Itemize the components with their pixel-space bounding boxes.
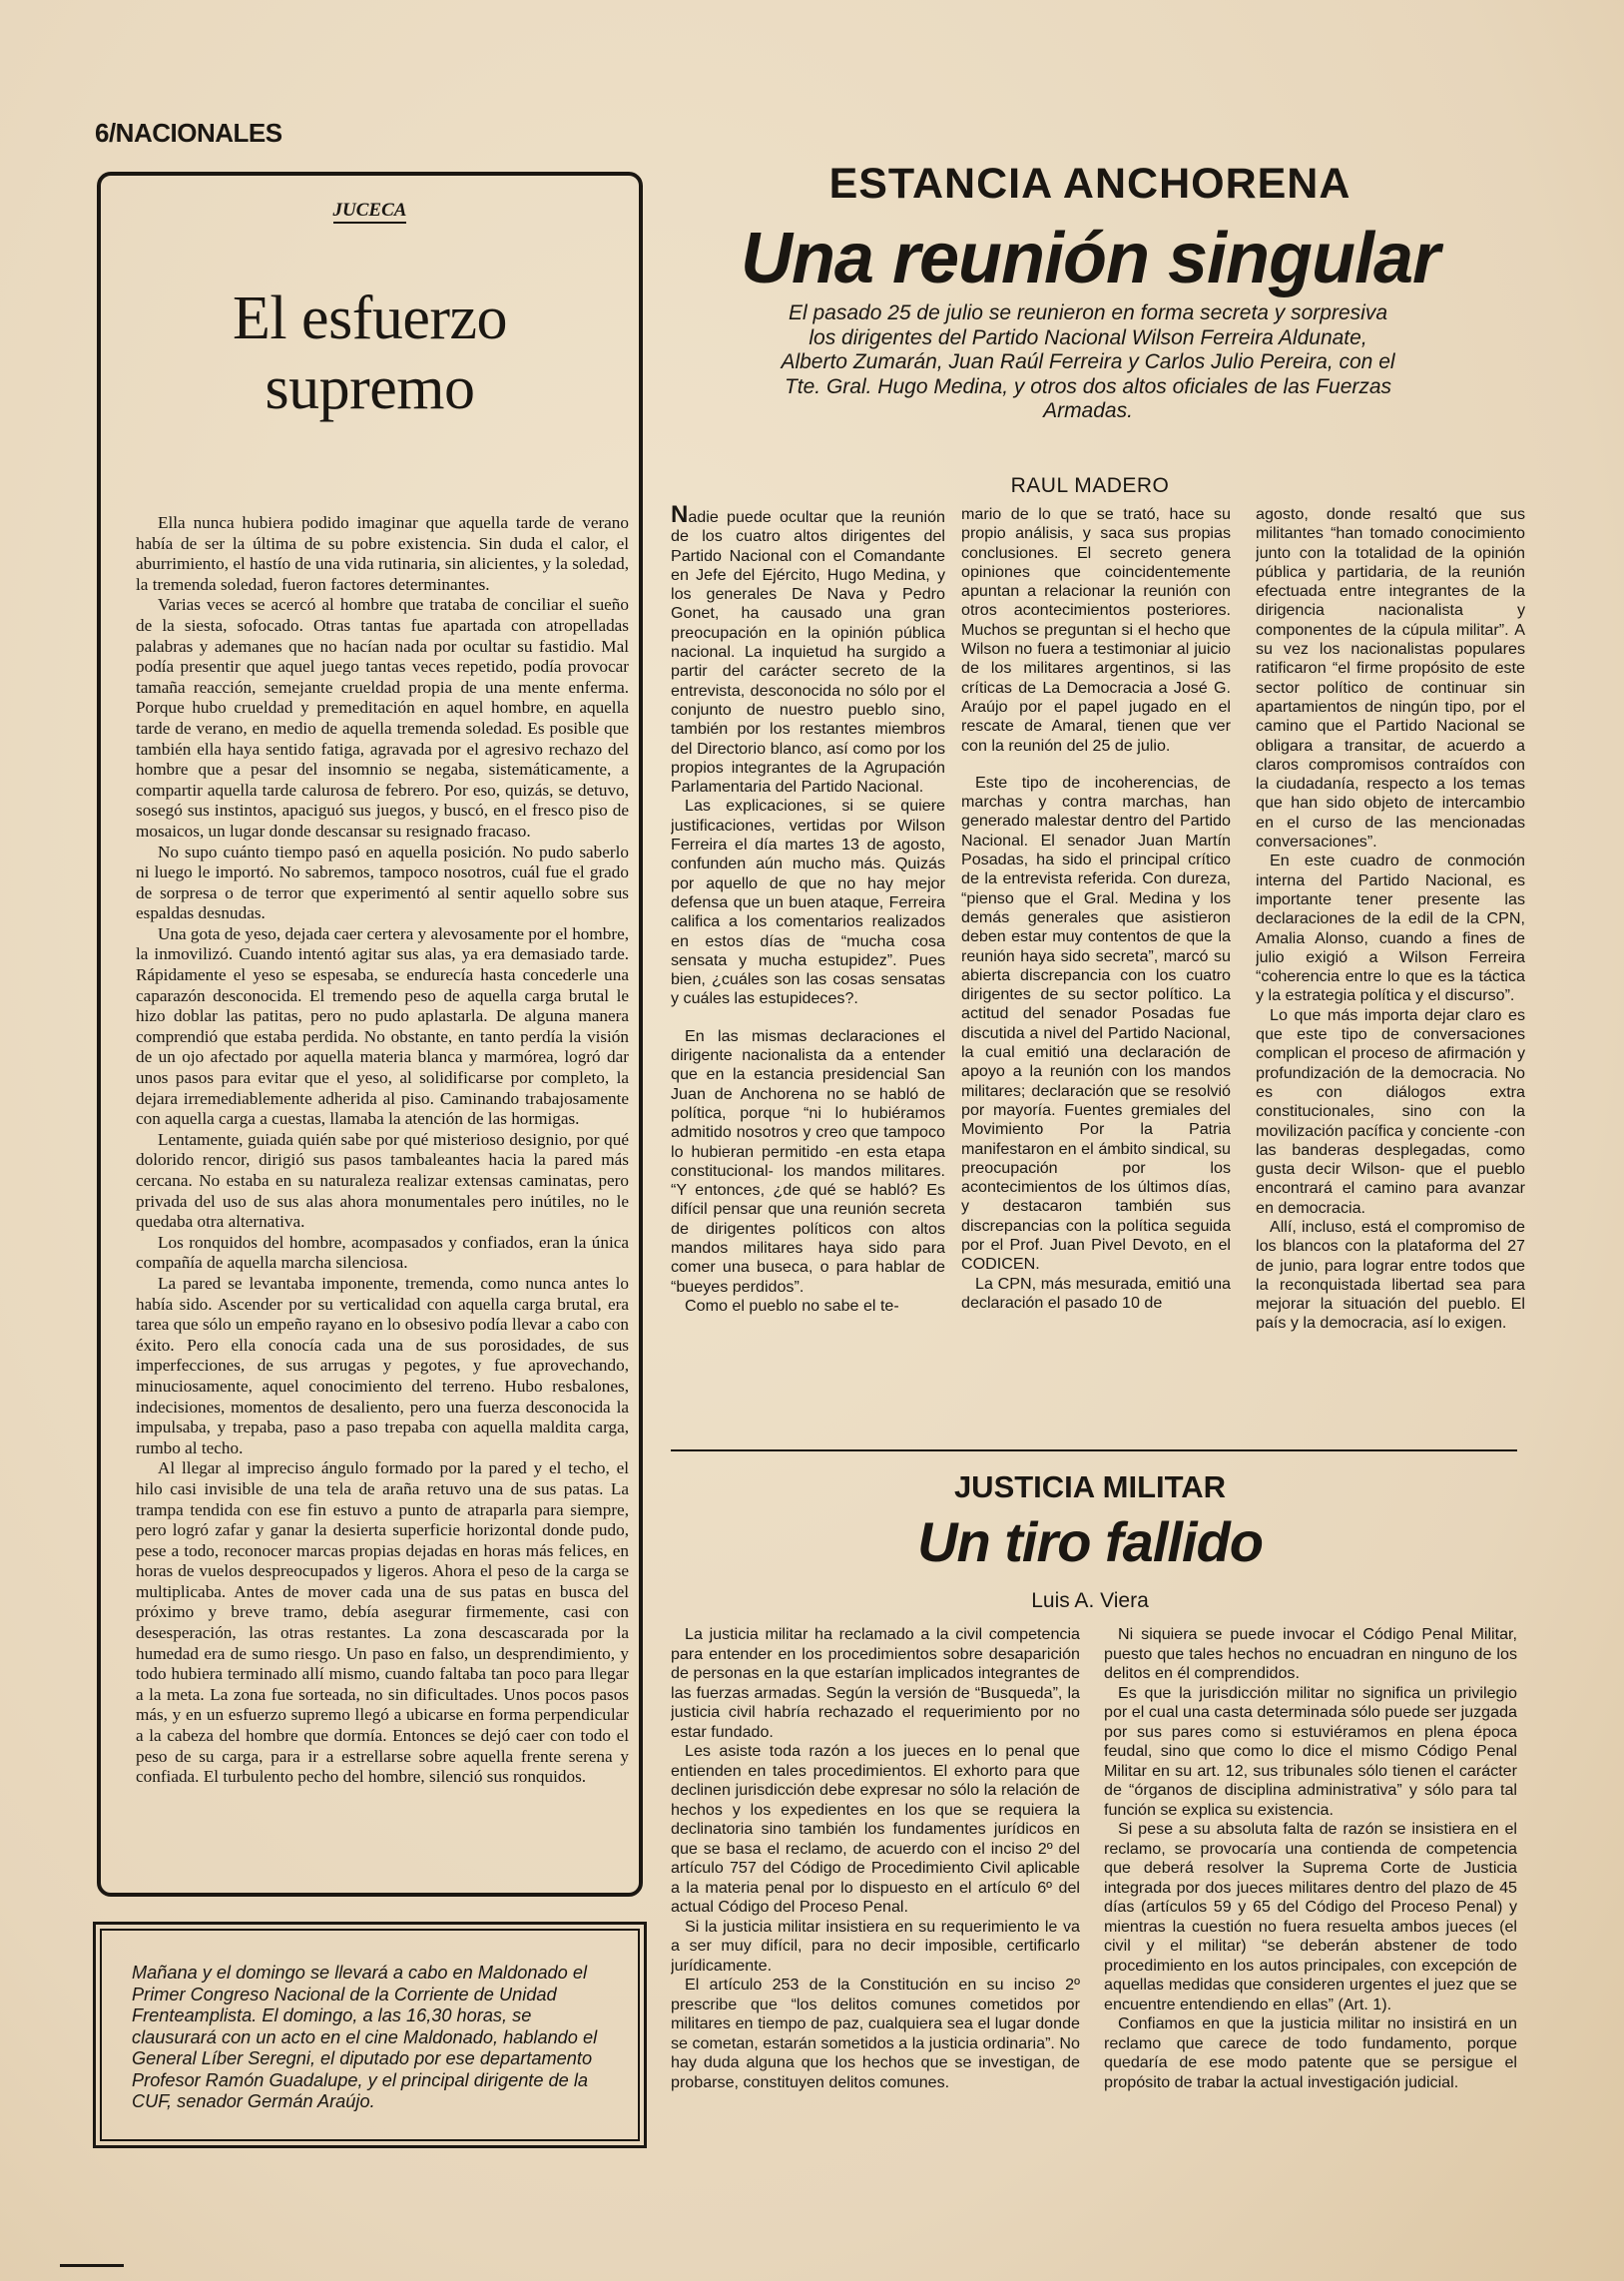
justicia-paragraph: Si pese a su absoluta falta de razón se insistiera en el reclamo, se provocaría una contienda de competencia que deberá resolver la Suprema Corte de Justicia integrada por dos jueces militares dentro del plazo de 45 días (artículos 59 y 65 del Código del Proceso Penal) y mientras la cuestión no fuera resuelta ambos jueces (el civil y el militar) “se deberán abstener de todo procedimiento en los autos principales, con excepción de aquellas medidas que consideren urgentes el juez que se encuentre entendiendo en ellas” (Art. 1). xyxy=(1104,1820,1517,2013)
section-label: 6/NACIONALES xyxy=(95,118,282,148)
juceca-paragraph: Los ronquidos del hombre, acompasados y confiados, eran la única compañía de aquella marcha silenciosa. xyxy=(136,1232,629,1273)
juceca-paragraph: La pared se levantaba imponente, tremenda, como nunca antes lo había sido. Ascender por su verticalidad con aquella carga brutal, era tarea que sólo un empeño rayano en lo obsesivo podía llevar a cabo con éxito. Pero ella conocía cada una de sus porosidades, de sus imperfecciones, de sus arrugas y pegotes, y fue aprovechando, minuciosamente, aquel conocimiento del terreno. Hubo resbalones, indecisiones, momentos de desaliento, pero una fuerza desconocida la impulsaba, y trepaba, paso a paso trepaba con aquella maldita carga, rumbo al techo. xyxy=(136,1273,629,1457)
justicia-column-1 xyxy=(671,1625,1080,2154)
justicia-headline: Un tiro fallido xyxy=(917,1510,1263,1573)
juceca-paragraph: Varias veces se acercó al hombre que trataba de conciliar el sueño de la siesta, sofocado. Otras tantas fue apartada con atropelladas palabras y ademanes que no hacían nada por ocultar su fastidio. Mal podía presentir que aquel juego tantas veces repetido, podía provocar tamaña reacción, semejante crueldad propia de una mente enferma. Porque hubo crueldad y premeditación en aquel hombre, en aquella tarde de verano, en medio de aquella tremenda soledad. Es posible que también ella haya sentido fatiga, agravada por el agresivo rechazo del hombre que a pesar del insomnio se negaba, sistemáticamente, a compartir aquella tarde calurosa de febrero. Por eso, quizás, se detuvo, sosegó sus instintos, apaciguó sus juegos, y buscó, en el fresco piso de mosaicos, un lugar donde descansar su resignado fracaso. xyxy=(136,595,629,841)
announcement-box xyxy=(93,1922,647,2148)
estancia-paragraph: En este cuadro de conmoción interna del Partido Nacional, es importante tener presente las declaraciones de la edil de la CPN, Amalia Alonso, cuando a fines de julio exigió a Wilson Ferreira “coherencia entre lo que es la táctica y la estrategia política y el discurso”. xyxy=(1256,852,1525,1005)
estancia-lead: El pasado 25 de julio se reunieron en forma secreta y sorpresiva los dirigentes del Partido Nacional Wilson Ferreira Aldunate, Alberto Zumarán, Juan Raúl Ferreira y Carlos Julio Pereira, con el Tte. Gral. Hugo Medina, y otros dos altos oficiales de las Fuerzas Armadas. xyxy=(781,301,1395,422)
section-divider xyxy=(671,1449,1517,1451)
justicia-kicker: JUSTICIA MILITAR xyxy=(953,1469,1227,1504)
estancia-paragraph: mario de lo que se trató, hace su propio análisis, y saca sus propias conclusiones. El secreto genera opiniones que coincidentemente apuntan a relacionar la reunión con otros acontecimientos posteriores. Muchos se preguntan si el hecho que Wilson no fuera a testimoniar al juicio de los militares argentinos, si las críticas de La Democracia a José G. Araújo por el papel jugado en el rescate de Amaral, tienen que ver con la reunión del 25 de julio. xyxy=(961,505,1231,755)
announcement-text: Mañana y el domingo se llevará a cabo en Maldonado el Primer Congreso Nacional de la Corriente de Unidad Frenteamplista. El domingo, a las 16,30 horas, se clausurará con un acto en el cine Maldonado, hablando el General Líber Seregni, el diputado por ese departamento Profesor Ramón Guadalupe, y el principal dirigente de la CUF, senador Germán Araújo. xyxy=(100,1929,640,2141)
estancia-paragraph: Como el pueblo no sabe el te- xyxy=(685,1296,899,1315)
estancia-paragraph: Lo que más importa dejar claro es que este tipo de conversaciones complican el proceso de afirmación y profundización de la democracia. No es con diálogos extra constitucionales, sino con la movilización pacífica y conciente -con las banderas desplegadas, como gusta decir Wilson- que el pueblo encontrará el camino para avanzar en democracia. xyxy=(1256,1005,1525,1217)
juceca-title xyxy=(101,284,639,423)
estancia-paragraph: Nadie puede ocultar que la reunión de los cuatro altos dirigentes del Partido Nacional con el Comandante en Jefe del Ejército, Hugo Medina, y los generales De Nava y Pedro Gonet, ha causado una gran preocupación en la opinión pública nacional. La inquietud ha surgido a partir del carácter secreto de la entrevista, desconocida no sólo por el conjunto de nuestro pueblo sino, también por los restantes miembros del Directorio blanco, así como por los propios integrantes de la Agrupación Parlamentaria del Partido Nacional. xyxy=(671,505,945,797)
justicia-paragraph: Es que la jurisdicción militar no significa un privilegio por el cual una casta determinada sólo puede ser juzgada por sus pares como si estuviéramos en plena época feudal, sino que como lo dice el mismo Código Penal Militar en su art. 12, sus tribunales sólo tienen el carácter de “órganos de disciplina administrativa” y sólo para tal función se explica su existencia. xyxy=(1104,1683,1517,1819)
juceca-paragraph: Una gota de yeso, dejada caer certera y alevosamente por el hombre, la inmovilizó. Cuando intentó agitar sus alas, ya era demasiado tarde. Rápidamente el yeso se espesaba, se endurecía hasta concederle una caparazón desconocida. El tremendo peso de aquella carga brutal le hizo doblar las patitas, pero no pudo aplastarla. De alguna manera comprendió que estaba perdida. No obstante, en tanto perdía la visión de un ojo afectado por aquella materia blanca y marmórea, logró dar unos pasos para evitar que el yeso, al solidificarse por completo, la dejara irremediablemente adherida al piso. Caminando trabajosamente con aquella carga a cuestas, llamaba la atención de las hormigas. xyxy=(136,923,629,1129)
juceca-title-line2: supremo xyxy=(265,354,475,422)
justicia-paragraph: Si la justicia militar insistiera en su requerimiento le va a ser muy difícil, para no decir imposible, certificarlo jurídicamente. xyxy=(671,1917,1080,1975)
estancia-paragraph: agosto, donde resaltó que sus militantes “han tomado conocimiento junto con la totalidad de la opinión pública y partidaria, de la reunión efectuada entre integrantes de la dirigencia nacionalista y componentes de la cúpula militar”. A su vez los nacionalistas populares ratificaron “el firme propósito de este sector político de continuar sin apartamientos de ningún tipo, por el camino que el Partido Nacional se obligara a transitar, de acuerdo a claros compromisos contraídos con la ciudadanía, respecto a los temas que han sido objeto de intercambio en el curso de las mencionadas conversaciones”. xyxy=(1256,505,1525,852)
estancia-column-2 xyxy=(961,505,1231,1428)
estancia-column-3 xyxy=(1256,505,1525,1428)
estancia-paragraph: La CPN, más mesurada, emitió una declaración el pasado 10 de xyxy=(961,1274,1231,1312)
estancia-paragraph: En las mismas declaraciones el dirigente nacionalista da a entender que en la estancia presidencial San Juan de Anchorena no se habló de política, porque “ni lo hubiéramos admitido nosotros y creo que tampoco lo hubieran permitido -en esta etapa constitucional- los mandos militares. “Y entonces, ¿de qué se habló? Es difícil pensar que una reunión secreta de dirigentes políticos con altos mandos militares haya sido para comer una buseca, o para hablar de “bueyes perdidos”. xyxy=(671,1026,945,1296)
juceca-paragraph: Lentamente, guiada quién sabe por qué misterioso designio, por qué dolorido rencor, dirigió sus pasos tambaleantes hacia la pared más cercana. No estaba en su naturaleza realizar extensas caminatas, pero privada del uso de sus alas ahora monumentales pero inútiles, no le quedaba otra alternativa. xyxy=(136,1129,629,1232)
estancia-paragraph: Allí, incluso, está el compromiso de los blancos con la plataforma del 27 de junio, para lograr entre todos que la reconquistada libertad sea para mejorar la situación del pueblo. El país y la democracia, así lo exigen. xyxy=(1256,1217,1525,1333)
juceca-paragraph: No supo cuánto tiempo pasó en aquella posición. No pudo saberlo ni luego le importó. No sabremos, tampoco nosotros, cuál fue el grado de sorpresa o de terror que experimentó al sentir aquello sobre sus espaldas desnudas. xyxy=(136,842,629,923)
estancia-column-1 xyxy=(671,505,945,1428)
estancia-kicker: ESTANCIA ANCHORENA xyxy=(828,160,1352,208)
justicia-paragraph: Les asiste toda razón a los jueces en lo penal que entienden en tales procedimientos. El exhorto para que declinen jurisdicción debe expresar no sólo la relación de hechos y los expedientes en los que se requiera la declinatoria sino también los fundamentes jurídicos en que se basa el reclamo, de acuerdo con el inciso 2º del artículo 757 del Código de Procedimiento Civil aplicable a la materia penal por lo dispuesto en el artículo 6º del actual Código del Proceso Penal. xyxy=(671,1742,1080,1916)
estancia-byline: RAUL MADERO xyxy=(1010,474,1170,497)
juceca-body xyxy=(136,513,629,1891)
page-corner-rule xyxy=(60,2264,124,2267)
juceca-paragraph: Ella nunca hubiera podido imaginar que aquella tarde de verano había de ser la última de su pobre existencia. Sin duda el calor, el aburrimiento, el hastío de una vida rutinaria, sin alicientes, y la soledad, la tremenda soledad, fueron factores determinantes. xyxy=(136,513,629,594)
estancia-headline: Una reunión singular xyxy=(740,219,1440,298)
justicia-byline: Luis A. Viera xyxy=(1031,1589,1149,1612)
estancia-paragraph: Las explicaciones, si se quiere justificaciones, vertidas por Wilson Ferreira el día martes 13 de agosto, confunden aún mucho más. Quizás por aquello de que no hay mejor defensa que un buen ataque, Ferreira califica a los comentarios realizados en estos días de “mucha cosa sensata y mucha estupidez”. Pues bien, ¿cuáles son las cosas sensatas y cuáles las estupideces?. xyxy=(671,797,945,1008)
justicia-paragraph: Ni siquiera se puede invocar el Código Penal Militar, puesto que tales hechos no encuadran en ninguno de los delitos en él comprendidos. xyxy=(1104,1625,1517,1682)
justicia-column-2 xyxy=(1104,1625,1517,2154)
justicia-paragraph: El artículo 253 de la Constitución en su inciso 2º prescribe que “los delitos comunes cometidos por militares en tiempo de paz, cualquiera sea el lugar donde se cometan, estarán sometidos a la justicia ordinaria”. No hay duda alguna que los hechos que se investigan, de probarse, constituyen delitos comunes. xyxy=(671,1976,1080,2091)
drop-cap: N xyxy=(671,505,689,528)
juceca-kicker: JUCECA xyxy=(101,200,639,222)
juceca-article-box xyxy=(97,172,643,1897)
estancia-paragraph: Este tipo de incoherencias, de marchas y contra marchas, han generado malestar dentro del Partido Nacional. El senador Juan Martín Posadas, ha sido el principal crítico de la entrevista referida. Con dureza, “pienso que el Gral. Medina y los demás generales que asistieron deben estar muy contentos de que la reunión haya sido secreta”, marcó su abierta discrepancia con los cuatro dirigentes de su sector político. La actitud del senador Posadas fue discutida a nivel del Partido Nacional, la cual emitió una declaración de apoyo a la reunión con los mandos militares; declaración que se resolvió por mayoría. Fuentes gremiales del Movimiento Por la Patria manifestaron en el ámbito sindical, su preocupación por los acontecimientos de los últimos días, y destacaron también sus discrepancias con la política seguida por el Prof. Juan Pivel Devoto, en el CODICEN. xyxy=(961,773,1231,1274)
justicia-paragraph: Confiamos en que la justicia militar no insistirá en un reclamo que carece de todo fundamento, porque quedaría de ese modo patente que se persigue el propósito de trabar la actual investigación judicial. xyxy=(1104,2014,1517,2091)
juceca-paragraph: Al llegar al impreciso ángulo formado por la pared y el techo, el hilo casi invisible de una tela de araña retuvo una de sus patas. La trampa tendida con ese fin estuvo a punto de atraparla para siempre, pero logró zafar y ganar la desierta superficie horizontal donde pudo, pese a todo, reconocer marcas propias dejadas en horas más felices, en horas de vuelos despreocupados y ligeros. Ahora el peso de la carga se multiplicaba. Antes de mover cada una de sus patas en busca del próximo y breve tramo, debía asegurar firmemente, casi con desesperación, las otras restantes. La zona descascarada por la humedad era de sumo riesgo. Un paso en falso, un desprendimiento, y todo hubiera terminado allí mismo, cuando faltaba tan poco para llegar a la meta. La zona fue sorteada, no sin dificultades. Unos pocos pasos más, y en un esfuerzo supremo llegó a ubicarse en forma perpendicular a la cabeza del hombre que dormía. Entonces se dejó caer con todo el peso de su carga, para ir a estrellarse sobre aquella frente serena y confiada. El turbulento pecho del hombre, silenció sus ronquidos. xyxy=(136,1458,629,1787)
justicia-paragraph: La justicia militar ha reclamado a la civil competencia para entender en los procedimientos sobre desaparición de personas en la que estarían implicados integrantes de las fuerzas armadas. Según la versión de “Busqueda”, la justicia civil habría rechazado el requerimiento por no estar fundado. xyxy=(671,1625,1080,1741)
juceca-title-line1: El esfuerzo xyxy=(232,285,508,352)
